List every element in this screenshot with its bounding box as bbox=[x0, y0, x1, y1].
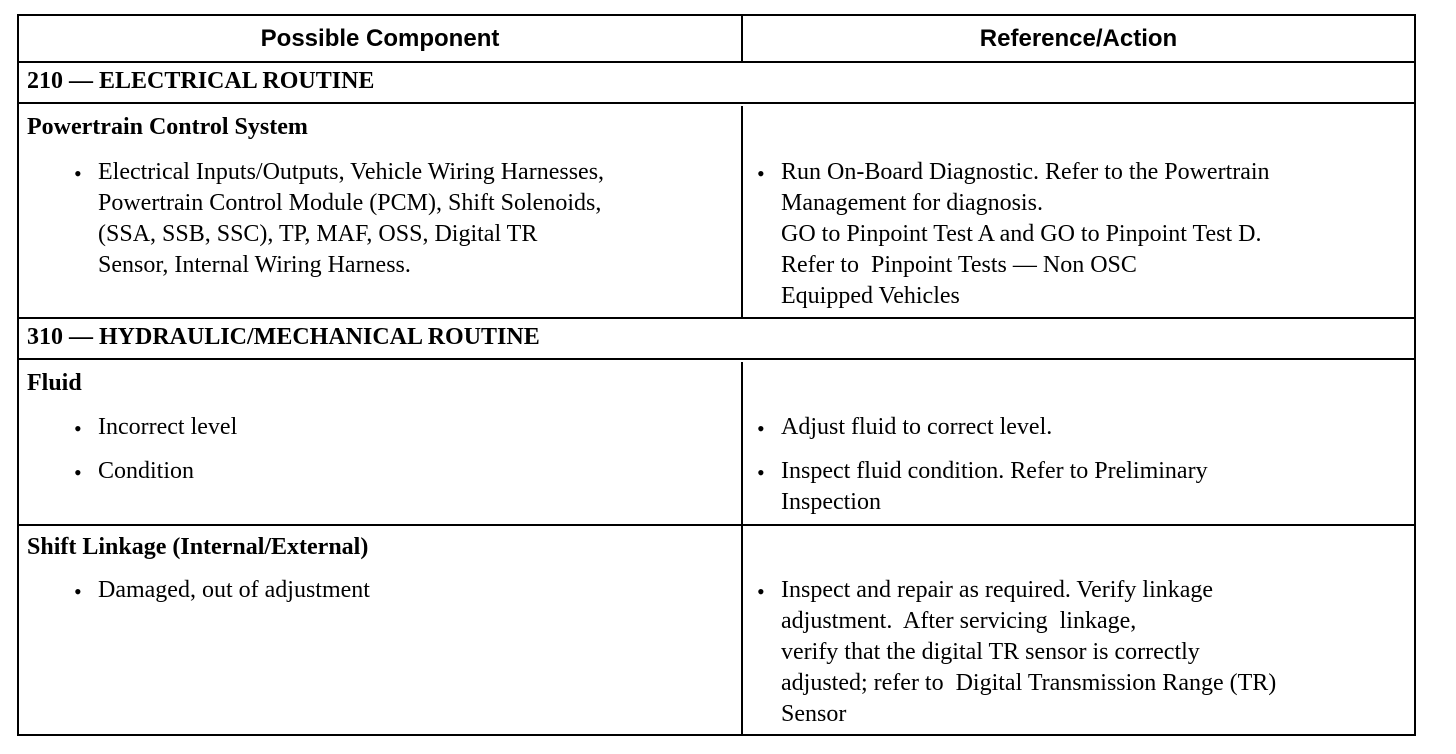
bullet-icon: • bbox=[757, 416, 765, 441]
table-row-fluid bbox=[19, 362, 1414, 526]
section-heading-electrical bbox=[19, 61, 1414, 104]
section-title: 310 — HYDRAULIC/MECHANICAL ROUTINE bbox=[27, 324, 540, 350]
component-text: Incorrect level bbox=[98, 414, 238, 440]
header-col-component bbox=[19, 16, 743, 61]
header-col-action bbox=[743, 16, 1414, 61]
bullet-icon: • bbox=[74, 460, 82, 485]
bullet-icon: • bbox=[757, 161, 765, 186]
diagnosis-table bbox=[17, 14, 1416, 736]
action-text: Inspect and repair as required. Verify linkage adjustment. After servicing linkage, verify that the digital TR sensor is correctly adjusted; refer to Digital Transmission Range (TR) Sensor bbox=[781, 577, 1277, 727]
component-text: Electrical Inputs/Outputs, Vehicle Wiring Harnesses, Powertrain Control Module (PCM), Shift Solenoids, (SSA, SSB, SSC), TP, MAF, OSS, Digital TR Sensor, Internal Wiring Harness. bbox=[98, 159, 605, 278]
group-title-shift-linkage: Shift Linkage (Internal/External) bbox=[27, 534, 369, 560]
bullet-icon: • bbox=[74, 579, 82, 604]
component-text: Condition bbox=[98, 458, 195, 484]
section-heading-hydraulic bbox=[19, 317, 1414, 360]
header-label-action: Reference/Action bbox=[979, 24, 1178, 52]
group-title-fluid: Fluid bbox=[27, 370, 82, 396]
bullet-icon: • bbox=[74, 416, 82, 441]
action-text: Run On-Board Diagnostic. Refer to the Powertrain Management for diagnosis. GO to Pinpoint Test A and GO to Pinpoint Test D. Refer to Pinpoint Tests — Non OSC Equipped Vehicles bbox=[781, 159, 1270, 309]
action-text: Adjust fluid to correct level. bbox=[781, 414, 1053, 440]
table-header bbox=[19, 16, 1414, 63]
bullet-icon: • bbox=[74, 161, 82, 186]
bullet-icon: • bbox=[757, 579, 765, 604]
bullet-icon: • bbox=[757, 460, 765, 485]
group-title-powertrain: Powertrain Control System bbox=[27, 114, 308, 140]
component-text: Damaged, out of adjustment bbox=[98, 577, 370, 603]
table-row-shift-linkage bbox=[19, 526, 1414, 734]
section-title: 210 — ELECTRICAL ROUTINE bbox=[27, 68, 375, 94]
component-cell bbox=[19, 362, 743, 524]
header-label-component: Possible Component bbox=[260, 24, 500, 52]
action-text: Inspect fluid condition. Refer to Preliminary Inspection bbox=[781, 458, 1208, 515]
table-row-powertrain bbox=[19, 106, 1414, 319]
